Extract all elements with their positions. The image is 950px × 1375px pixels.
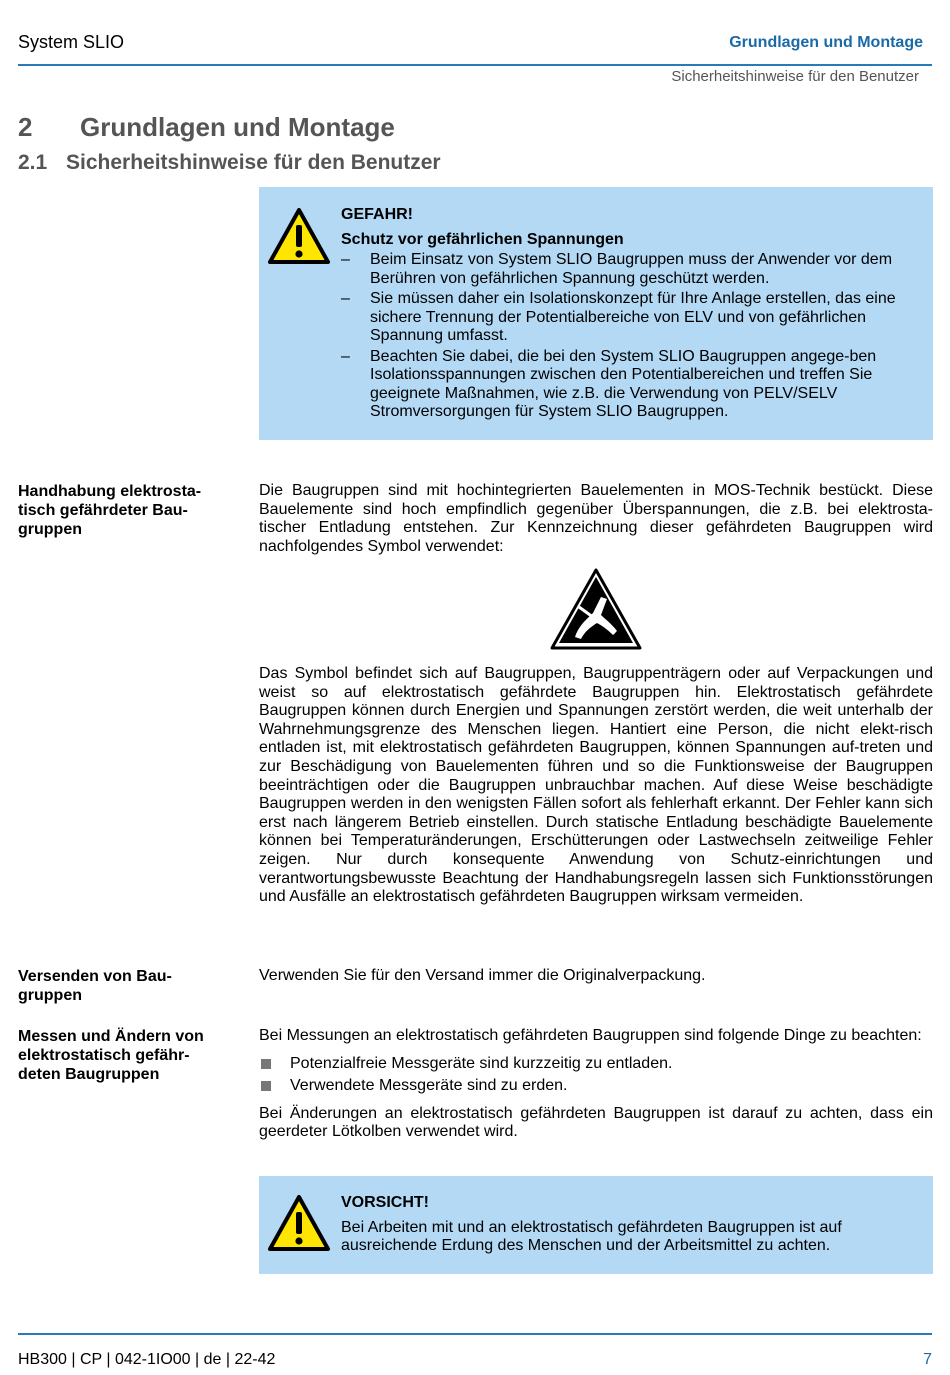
header-divider — [18, 64, 932, 66]
dash-mark: – — [341, 251, 350, 268]
caution-text: Bei Arbeiten mit und an elektrostatisch gefährdeten Baugruppen ist auf ausreichende Erdung des Menschen und der Arbeitsmittel zu achten. — [341, 1218, 842, 1254]
bullet-square-icon — [261, 1081, 271, 1091]
list-item: Verwendete Messgeräte sind zu erden. — [259, 1077, 933, 1096]
measuring-outro: Bei Änderungen an elektrostatisch gefährdeten Baugruppen ist darauf zu achten, dass ein geerdeter Lötkolben verwendet wird. — [259, 1104, 933, 1141]
warning-triangle-icon — [267, 1194, 331, 1252]
section-heading — [18, 151, 441, 175]
footer-divider — [18, 1333, 932, 1335]
danger-item: – Beachten Sie dabei, die bei den System SLIO Baugruppen angege-ben Isolationsspannungen zwischen den Potentialbereichen und treffen Sie geeignete Maßnahmen, wie z.B. die Verwendung von PELV/SELV Stromversorgungen für System SLIO Baugruppen. — [341, 347, 877, 420]
handling-label: Handhabung elektrosta-tisch gefährdeter Bau-gruppen — [18, 483, 202, 538]
danger-item: – Sie müssen daher ein Isolationskonzept für Ihre Anlage erstellen, das eine sichere Trennung der Potentialbereiche von ELV und von gefährlichen Spannung umfasst. — [341, 290, 896, 344]
danger-subtitle: Schutz vor gefährlichen Spannungen — [341, 230, 624, 248]
dash-mark: – — [341, 347, 350, 365]
header-chapter: Grundlagen und Montage — [729, 34, 923, 51]
caution-box — [259, 1176, 933, 1274]
danger-box — [259, 187, 933, 440]
caution-title: VORSICHT! — [341, 1194, 429, 1211]
handling-intro: Die Baugruppen sind mit hochintegrierten Bauelementen in MOS-Technik bestückt. Diese Bauelemente sind hoch empfindlich gegenüber Überspannungen, die z.B. bei elektrosta-tischer Entladung entstehen. Zur Kennzeichnung dieser gefährdeten Baugruppen wird nachfolgendes Symbol verwendet: — [259, 482, 933, 555]
measuring-block — [259, 1027, 933, 1142]
list-item: Potenzialfreie Messgeräte sind kurzzeitig zu entladen. — [259, 1055, 933, 1074]
danger-item: – Beim Einsatz von System SLIO Baugruppen muss der Anwender vor dem Berühren von gefährlichen Spannung geschützt werden. — [341, 251, 893, 287]
shipping-text: Verwenden Sie für den Versand immer die Originalverpackung. — [259, 967, 706, 984]
page-number: 7 — [923, 1351, 932, 1368]
shipping-label: Versenden von Bau-gruppen — [18, 968, 172, 1004]
chapter-heading — [18, 112, 395, 143]
measuring-label: Messen und Ändern von elektrostatisch gefähr-deten Baugruppen — [18, 1028, 204, 1083]
section-number: 2.1 — [18, 151, 48, 174]
footer-doc-id: HB300 | CP | 042-1IO00 | de | 22-42 — [18, 1351, 276, 1368]
handling-body: Das Symbol befindet sich auf Baugruppen, Baugruppenträgern oder auf Verpackungen und weist so auf elektrostatisch gefährdete Baugruppen hin. Elektrostatisch gefährdete Baugruppen können durch Energien und Spannungen zerstört werden, die weit unterhalb der Wahrnehmungsgrenze des Menschen liegen. Hantiert eine Person, die nicht elekt-risch entladen ist, mit elektrostatisch gefährdeten Baugruppen, können Spannungen auf-treten und zur Beschädigung von Bauelementen führen und so die Funktionsweise der Baugruppen beeinträchtigen oder die Baugruppen unbrauchbar machen. Auf diese Weise beschädigte Baugruppen werden in den wenigsten Fällen sofort als fehlerhaft erkannt. Der Fehler kann sich erst nach längerem Betrieb einstellen. Durch statische Entladung beschädigte Bauelemente können bei Temperaturänderungen, Erschütterungen oder Lastwechseln zeitweilige Fehler zeigen. Nur durch konsequente Anwendung von Schutz-einrichtungen und verantwortungsbewusste Beachtung der Handhabungsregeln lassen sich Funktionsstörungen und Ausfälle an elektrostatisch gefährdeten Baugruppen wirksam vermeiden. — [259, 665, 933, 906]
warning-triangle-icon — [267, 207, 331, 265]
chapter-number: 2 — [18, 112, 33, 142]
danger-title: GEFAHR! — [341, 206, 413, 223]
section-title: Sicherheitshinweise für den Benutzer — [66, 151, 441, 174]
chapter-title: Grundlagen und Montage — [80, 112, 395, 142]
header-title: System SLIO — [18, 32, 125, 52]
dash-mark: – — [341, 290, 350, 307]
measuring-intro: Bei Messungen an elektrostatisch gefährdeten Baugruppen sind folgende Dinge zu beachten: — [259, 1027, 922, 1044]
bullet-square-icon — [261, 1059, 271, 1069]
header-section: Sicherheitshinweise für den Benutzer — [671, 68, 919, 85]
esd-warning-icon — [549, 567, 643, 651]
